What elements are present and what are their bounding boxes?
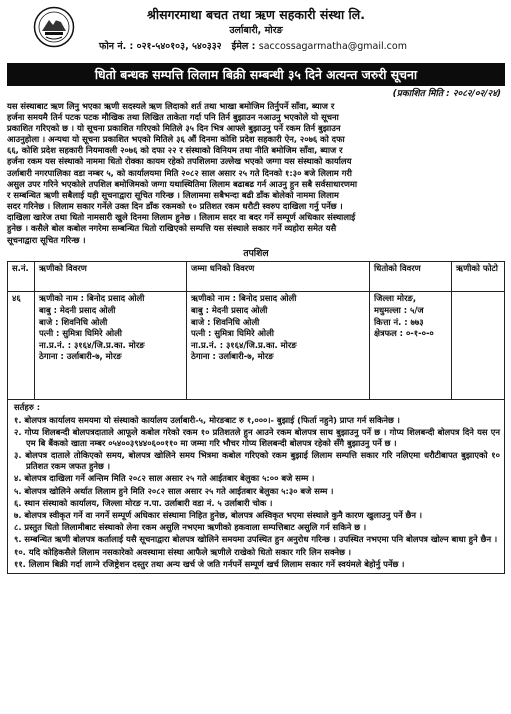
term-item: ११. लिलाम बिक्री गर्दा लाग्ने रजिष्ट्रेशन दस्तुर तथा अन्य खर्च जे जति गर्नपर्ने सम्पूर्ण खर्च लिलाम सकार गर्ने स्वयंमले बेहोर्नु पर्नेछ । (14, 558, 405, 569)
collateral-ward: मधुमल्ला : ५/ज (374, 305, 424, 316)
body-line: उर्लाबारी नगरपालिका वडा नम्बर ५, को कार्यालयमा मिति २०८२ साल असार २५ गते दिनको १:३० बजे लिलाम गरी (7, 167, 352, 178)
guarantor-father: बाबु : मेदनी प्रसाद ओली (191, 305, 268, 316)
body-line: ६६, कोशि प्रदेश सहकारी नियमावली २०७६ को दफा २२ र संस्थाको विनियम तथा नीति बमोजिम साँवा, ब्याज र (7, 145, 343, 156)
header-serial: स.नं. (8, 262, 35, 292)
guarantor-address: ठेगाना : उर्लाबारी-७, मोरङ (191, 351, 274, 362)
term-item: ६. स्थान संस्थाको कार्यालय, जिल्ला मोरङ न.पा. उर्लाबारी वडा नं. ५ उर्लाबारी चोक । (14, 497, 273, 508)
borrower-address: ठेगाना : उर्लाबारी-७, मोरङ (39, 351, 122, 362)
borrower-spouse: पत्नी : सुमित्रा घिमिरे ओली (39, 328, 122, 339)
notice-title: धितो बन्धक सम्पत्ति लिलाम बिक्री सम्बन्धी ३५ दिने अत्यन्त जरुरी सूचना (7, 63, 505, 86)
header-guarantor: जम्मा धनिको विवरण (187, 262, 370, 292)
term-item: ७. बोलपत्र स्वीकृत गर्ने वा नगर्ने सम्पूर्ण अधिकार संस्थामा निहित हुनेछ, बोलपत्र अस्विकृत भएमा संस्थाले कुनै कारण खुलाउनु पर्ने छैन । (14, 509, 423, 520)
body-line: सूचनाद्वारा सूचित गरिन्छ । (7, 234, 86, 245)
collateral-area: क्षेत्रफल : ०-१-०-० (374, 328, 434, 339)
borrower-grandfather: बाजे : शिवनिधि ओली (39, 316, 108, 327)
header-photo: ऋणीको फोटो (452, 262, 505, 292)
guarantor-citizenship: ना.प्र.नं. : ३१६४/जि.प्र.का. मोरङ (191, 339, 297, 350)
property-table (7, 261, 505, 400)
term-item: ५. बोलपत्र खोलिने अर्थात लिलाम हुने मिति २०८२ साल असार २५ गते आईतबार बेलुका ५:३० बजे सम्म । (14, 485, 334, 496)
body-line: आउनुहोला । अन्यथा यो सूचना प्रकाशित भएको मितिले ३६ औं दिनमा कोशि प्रदेश सहकारी ऐन, २०७६ को दफा (7, 134, 345, 145)
header-borrower: ऋणीको विवरण (35, 262, 187, 292)
body-line: सदर गरिनेछ । लिलाम सकार गर्नेले उक्त दिन डाँक रकमको १० प्रतिशत रकम धरौटी स्वरुप दाखिला गर्नु पर्नेछ । (7, 201, 343, 212)
email-address: saccossagarmatha@gmail.com (258, 41, 407, 52)
cell-collateral (370, 292, 452, 400)
term-item: १०. यदि कोहिकसैले लिलाम नसकारेको अवस्थामा संस्था आफैले ऋणीले राखेको धितो सकार गरि लिन सक्नेछ । (14, 546, 352, 557)
table-header-row (8, 262, 505, 292)
term-item: ९. सम्बन्धित ऋणी बोलपत्र कर्तालाई यसै सूचनाद्वारा बोलपत्र खोलिने समयमा उपस्थित हुन अनुरोध गरिन्छ । उपस्थित नभएमा पनि बोलपत्र खोल्न बाधा हुने छैन । (14, 534, 498, 545)
cell-borrower (35, 292, 187, 400)
body-line: दाखिला खारेज तथा धितो नामसारी खुले दिनमा लिलाम हुनेछ । लिलाम सदर वा बदर गर्ने सम्पूर्ण अधिकार संस्थालाई (7, 212, 356, 223)
publication-date: (प्रकाशित मिति : २०८२/०२/२४) (392, 89, 501, 100)
collateral-plot: कित्ता नं. : ७७३ (374, 316, 424, 327)
collateral-district: जिल्ला मोरङ, (374, 293, 417, 304)
guarantor-name: ऋणीको नाम : बिनोद प्रसाद ओली (191, 293, 297, 304)
body-line: हुनेछ । कसैले बोल कबोल नगरेमा सम्बन्धित धितो राखिएको सम्पत्ति यस संस्थाले सकार गर्ने व्यहोरा समेत यसै (7, 223, 337, 234)
term-item: ४. बोलपत्र दाखिला गर्ने अन्तिम मिति २०८२ साल असार २५ गते आईतबार बेलुका ५:०० बजे सम्म । (14, 473, 315, 484)
cell-serial: ४६ (8, 292, 35, 400)
term-item: ८. प्रस्तुत धितो लिलामीबाट संस्थाको लेना रकम असुलि नभएमा ऋणीको हकवाला सम्पत्तिबाट असुलि गर्न सकिने छ । (14, 522, 367, 533)
organization-name: श्रीसगरमाथा बचत तथा ऋण सहकारी संस्था लि. (146, 7, 365, 22)
term-item: २. गोप्य शिलबन्दी बोलपत्रदाताले आफूले कबोल गरेको रकम १० प्रतिशतले हुन आउने रकम बोलपत्र साथ बुझाउनु पर्ने छ । गोप्य शिलबन्दी बोलपत्र दिने यस एन एम बि बैंकको खाता नम्बर ०५४००३९४४०६००११० मा जम्मा गरि भौचर गोप्य शिलबन्दी बोलपत्र रहेको सँगै बुझाउनु पर्ने छ । (14, 426, 500, 448)
organization-address: उर्लाबारी, मोरङ (229, 25, 283, 36)
email-label: ईमेल : (231, 41, 256, 52)
guarantor-spouse: पत्नी : सुमित्रा घिमिरे ओली (191, 328, 274, 339)
terms-title: सर्तहरु : (14, 402, 41, 413)
notice-body (7, 101, 505, 246)
guarantor-grandfather: बाजे : शिवनिधि ओली (191, 316, 260, 327)
phone-numbers: फोन नं. : ०२१-५४०१०३, ५४०३३२ (99, 41, 222, 52)
borrower-citizenship: ना.प्र.नं. : ३१६४/जि.प्र.का. मोरङ (39, 339, 145, 350)
body-line: यस संस्थाबाट ऋण लिनु भएका ऋणी सदस्यले ऋण लिदाको शर्त तथा भाखा बमोजिम तिर्नुपर्ने साँवा, ब्याज र (7, 100, 335, 111)
body-line: असुल उपर गरिने भएकोले तपशिल बमोजिमको जग्गा यथास्थितिमा लिलाम बढाबढ गर्न आउनु हुन सबै सर्वसाधारणमा (7, 178, 358, 189)
cell-guarantor (187, 292, 370, 400)
borrower-name: ऋणीको नाम : बिनोद प्रसाद ओली (39, 293, 145, 304)
body-line: हर्जना रकम यस संस्थाको नाममा धितो रोक्का कायम रहेको तपशिलमा उल्लेख भएको जग्गा यस संस्थाको कार्यालय (7, 156, 352, 167)
header-collateral: धितोको विवरण (370, 262, 452, 292)
cell-photo (452, 292, 505, 400)
body-line: हर्जना समयमै तिर्न पटक पटक मौखिक तथा लिखित ताकेता गर्दा पनि तिर्न बुझाउन नआउनु भएकोले यो सूचना (7, 111, 339, 122)
annex-title: तपशिल (243, 247, 269, 259)
table-row (8, 292, 505, 400)
letterhead (7, 4, 505, 62)
term-item: १. बोलपत्र कार्यालय समयमा यो संस्थाको कार्यालय उर्लाबारी-५, मोरङबाट रु १,०००।- बुझाई (फिर्ता नहुने) प्राप्त गर्न सकिनेछ । (14, 414, 400, 425)
body-line: प्रकाशित गरिएको छ । यो सूचना प्रकाशित गरिएको मितिले ३५ दिन भित्र आफ्ले बुझाउनु पर्ने रकम तिर्न बुझाउन (7, 122, 341, 133)
terms-section (7, 400, 505, 573)
body-line: र सम्बन्धित ऋणी सबैलाई यही सूचनाद्वारा सूचित गरिन्छ । लिलाममा सबैभन्दा बढी डाँक बोलेको नाममा लिलाम (7, 189, 339, 200)
borrower-father: बाबु : मेदनी प्रसाद ओली (39, 305, 116, 316)
organization-contact (99, 40, 505, 53)
term-item: ३. बोलपत्र दाताले तोकिएको समय, बोलपत्र खोलिने समय भित्रमा कबोल गरिएको रकम बुझाई लिलाम सम्पत्ति सकार गरि नलिएमा धरौटीबापत बुझाएको १० प्रतिशत रकम जफत हुनेछ । (14, 450, 500, 472)
